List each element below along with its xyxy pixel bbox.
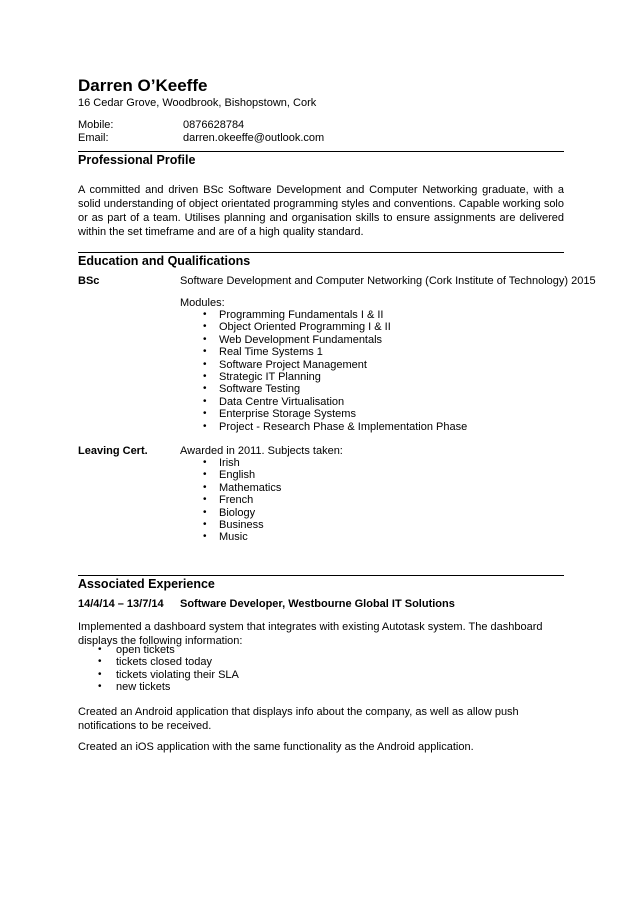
leaving-cert-text: Awarded in 2011. Subjects taken:: [180, 445, 343, 457]
experience-intro: Implemented a dashboard system that integrates with existing Autotask system. The dashboard displays the following information:: [78, 621, 543, 647]
list-item-text: open tickets: [116, 644, 175, 656]
subjects-list: [180, 457, 281, 544]
bullet-icon: •: [98, 668, 102, 680]
bullet-icon: •: [203, 358, 207, 370]
list-item: [180, 334, 467, 346]
list-item: [180, 494, 281, 506]
list-item-text: Programming Fundamentals I & II: [219, 309, 384, 321]
experience-heading: Associated Experience: [78, 575, 564, 591]
experience-list: [78, 644, 239, 694]
bullet-icon: •: [203, 395, 207, 407]
list-item-text: Mathematics: [219, 481, 282, 494]
list-item-text: Strategic IT Planning: [219, 370, 321, 383]
bsc-text: Software Development and Computer Networking (Cork Institute of Technology) 2015: [180, 275, 596, 287]
list-item: [180, 531, 281, 543]
profile-heading: Professional Profile: [78, 151, 564, 167]
list-item-text: Business: [219, 518, 264, 531]
android-text: Created an Android application that displays info about the company, as well as allow push notifications to be received.: [78, 706, 519, 732]
modules-list: [180, 309, 467, 433]
ios-text: Created an iOS application with the same functionality as the Android application.: [78, 741, 474, 753]
bullet-icon: •: [98, 656, 102, 668]
bullet-icon: •: [203, 518, 207, 530]
list-item: [180, 421, 467, 433]
list-item: [180, 396, 467, 408]
bullet-icon: •: [203, 469, 207, 481]
list-item-text: English: [219, 469, 256, 482]
list-item: [180, 457, 281, 469]
list-item-text: Data Centre Virtualisation: [219, 395, 345, 408]
list-item-text: Web Development Fundamentals: [219, 333, 383, 346]
email-row: [78, 132, 324, 144]
leaving-cert-label: Leaving Cert.: [78, 445, 148, 457]
list-item: [180, 408, 467, 420]
list-item-text: tickets violating their SLA: [116, 668, 239, 681]
list-item: [78, 644, 239, 656]
bullet-icon: •: [203, 333, 207, 345]
bullet-icon: •: [203, 457, 207, 468]
list-item-text: Real Time Systems 1: [219, 346, 323, 359]
list-item-text: Biology: [219, 506, 256, 519]
list-item-text: tickets closed today: [116, 656, 212, 669]
list-item: [180, 507, 281, 519]
experience-role: Software Developer, Westbourne Global IT Solutions: [180, 598, 455, 610]
bullet-icon: •: [203, 531, 207, 543]
bullet-icon: •: [203, 370, 207, 382]
list-item-text: Project - Research Phase & Implementation Phase: [219, 420, 468, 433]
list-item: [78, 681, 239, 693]
bsc-label: BSc: [78, 275, 100, 287]
list-item-text: Object Oriented Programming I & II: [219, 321, 391, 334]
mobile-row: [78, 119, 244, 131]
bullet-icon: •: [203, 383, 207, 395]
list-item: [78, 669, 239, 681]
modules-label: Modules:: [180, 297, 225, 309]
list-item: [78, 656, 239, 668]
list-item: [180, 321, 467, 333]
list-item-text: Enterprise Storage Systems: [219, 408, 356, 421]
bullet-icon: •: [203, 321, 207, 333]
bullet-icon: •: [203, 408, 207, 420]
mobile-label: Mobile:: [78, 119, 114, 131]
bullet-icon: •: [203, 506, 207, 518]
list-item: [180, 383, 467, 395]
candidate-name: Darren O’Keeffe: [78, 76, 208, 95]
list-item: [180, 359, 467, 371]
education-heading: Education and Qualifications: [78, 252, 564, 268]
profile-text: A committed and driven BSc Software Development and Computer Networking graduate, with a solid understanding of object orientated programming styles and conventions. Capable working solo or as part of a team. Utilises planning and organisation skills to ensure assignments are delivered within the set timeframe and are of a high quality standard.: [78, 184, 564, 238]
bullet-icon: •: [203, 346, 207, 358]
list-item: [180, 482, 281, 494]
list-item-text: Music: [219, 531, 248, 544]
list-item: [180, 519, 281, 531]
list-item: [180, 309, 467, 321]
email-value: darren.okeeffe@outlook.com: [183, 132, 325, 144]
mobile-value: 0876628784: [183, 119, 245, 131]
list-item-text: Irish: [219, 457, 240, 469]
list-item-text: French: [219, 494, 254, 507]
bullet-icon: •: [203, 309, 207, 320]
bullet-icon: •: [203, 481, 207, 493]
bullet-icon: •: [203, 420, 207, 432]
email-label: Email:: [78, 132, 109, 144]
bullet-icon: •: [98, 681, 102, 693]
list-item: [180, 371, 467, 383]
experience-date: 14/4/14 – 13/7/14: [78, 598, 164, 610]
list-item: [180, 469, 281, 481]
list-item-text: new tickets: [116, 681, 171, 694]
bullet-icon: •: [203, 494, 207, 506]
address: 16 Cedar Grove, Woodbrook, Bishopstown, Cork: [78, 97, 317, 109]
list-item: [180, 346, 467, 358]
list-item-text: Software Testing: [219, 383, 301, 396]
list-item-text: Software Project Management: [219, 358, 367, 371]
bullet-icon: •: [98, 644, 102, 655]
